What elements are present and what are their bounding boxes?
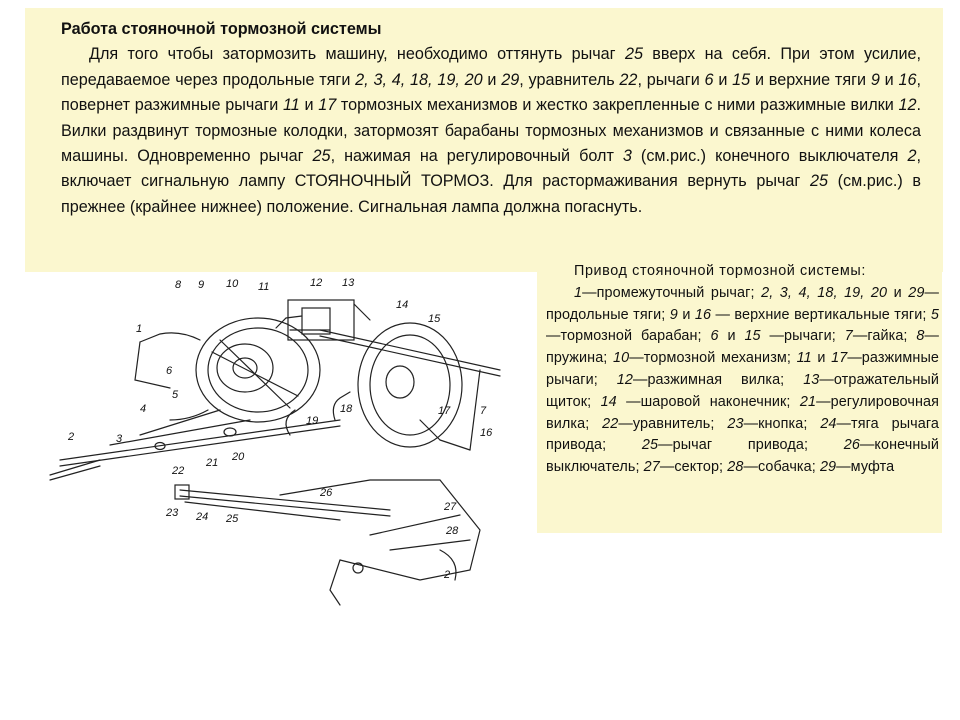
label-2: 2	[68, 431, 75, 443]
label-22: 22	[172, 465, 185, 477]
label-17: 17	[438, 405, 451, 417]
label-13: 13	[342, 277, 355, 289]
label-2-switch: 2	[444, 569, 451, 581]
cross-rod	[320, 330, 500, 370]
parking-brake-drive-drawing	[40, 270, 540, 610]
label-3: 3	[116, 433, 123, 445]
label-9: 9	[198, 279, 205, 291]
label-6: 6	[166, 365, 173, 377]
label-1: 1	[136, 323, 143, 335]
label-24: 24	[196, 511, 209, 523]
label-12: 12	[310, 277, 323, 289]
label-20: 20	[232, 451, 245, 463]
longitudinal-rods	[50, 392, 350, 480]
figure-caption	[546, 261, 939, 479]
label-5: 5	[172, 389, 179, 401]
label-27: 27	[444, 501, 457, 513]
label-21: 21	[206, 457, 219, 469]
section-title: Работа стояночной тормозной системы	[61, 20, 382, 38]
drawing-linework	[50, 300, 500, 605]
label-15: 15	[428, 313, 441, 325]
brake-shield-block	[288, 300, 370, 340]
label-11: 11	[258, 281, 270, 293]
label-23: 23	[166, 507, 179, 519]
label-8: 8	[175, 279, 182, 291]
figure-caption-panel	[537, 250, 942, 533]
body-paragraph: Для того чтобы затормозить машину, необходимо оттянуть рычаг 25 вверх на себя. При этом усилие, передаваемое через продольные тяги 2, 3, 4, 18, 19, 20 и 29, уравнитель 22, рычаги 6 и 15 и верхние тяги 9 и 16, повернет разжимные рычаги 11 и 17 тормозных механизмов и жестко закрепленные с ними разжимные вилки 12. Вилки раздвинут тормозные колодки, затормозят барабаны тормозных механизмов и связанные с ними колеса машины. Одновременно рычаг 25, нажимая на регулировочный болт 3 (см.рис.) конечного выключателя 2, включает сигнальную лампу СТОЯНОЧНЫЙ ТОРМОЗ. Для растормаживания вернуть рычаг 25 (см.рис.) в прежнее (крайнее нижнее) положение. Сигнальная лампа должна погаснуть.	[61, 45, 922, 216]
left-brake-drum	[135, 316, 330, 422]
label-25: 25	[226, 513, 239, 525]
caption-legend: 1—промежуточный рычаг; 2, 3, 4, 18, 19, 20 и 29—продольные тяги; 9 и 16 — верхние вертикальные тяги; 5—тормозной барабан; 6 и 15 —рычаги; 7—гайка; 8—пружина; 10—тормозной механизм; 11 и 17—разжимные рычаги; 12—разжимная вилка; 13—отражательный щиток; 14 —шаровой наконечник; 21—регулировочная вилка; 22—уравнитель; 23—кнопка; 24—тяга рычага привода; 25—рычаг привода; 26—конечный выключатель; 27—сектор; 28—собачка; 29—муфта	[546, 284, 939, 476]
label-10: 10	[226, 278, 239, 290]
label-18: 18	[340, 403, 353, 415]
text-block	[61, 17, 921, 220]
label-4: 4	[140, 403, 147, 415]
label-28: 28	[446, 525, 459, 537]
label-14: 14	[396, 299, 409, 311]
label-16: 16	[480, 427, 493, 439]
text-panel	[25, 8, 943, 272]
label-26: 26	[320, 487, 333, 499]
label-7: 7	[480, 405, 487, 417]
caption-title: Привод стояночной тормозной системы:	[574, 263, 866, 279]
label-19: 19	[306, 415, 319, 427]
